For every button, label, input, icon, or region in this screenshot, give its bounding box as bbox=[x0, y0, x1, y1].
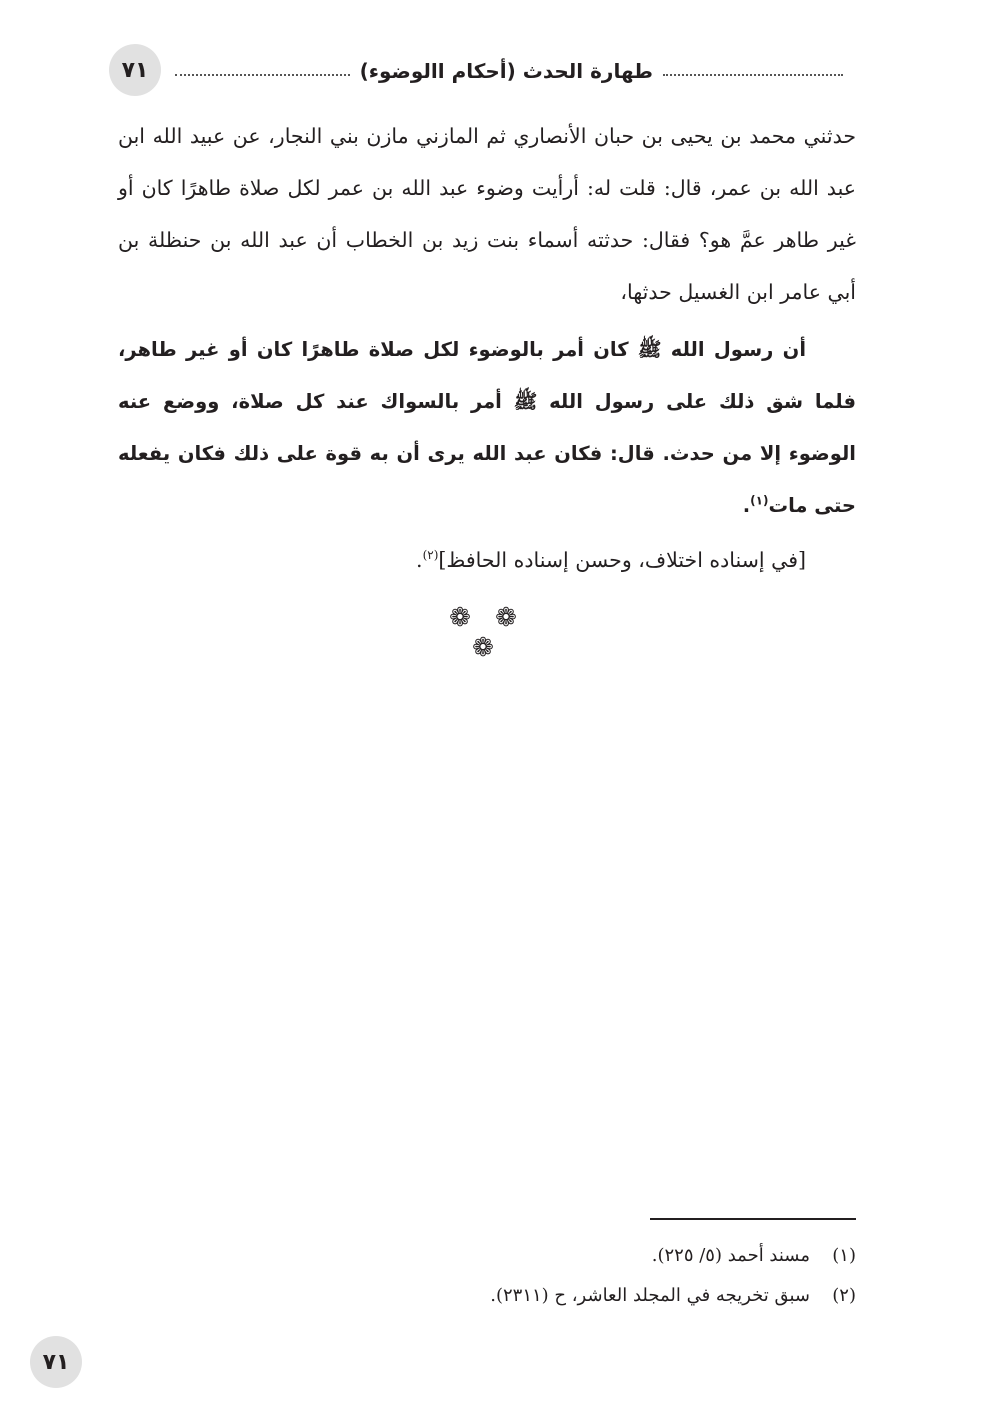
footnote-ref-1[interactable]: (١) bbox=[750, 493, 769, 508]
page-number-top-label: ٧١ bbox=[121, 57, 149, 83]
grading-note-text: [في إسناده اختلاف، وحسن إسناده الحافظ] bbox=[438, 548, 806, 572]
hadith-paragraph bbox=[118, 324, 856, 532]
footnote-ref-2[interactable]: (٢) bbox=[422, 548, 439, 563]
isnad-paragraph: حدثني محمد بن يحيى بن حبان الأنصاري ثم المازني مازن بني النجار، عن عبيد الله ابن عبد الله بن عمر، قال: قلت له: أرأيت وضوء عبد الله بن عمر لكل صلاة طاهرًا كان أو غير طاهر عمَّ هو؟ فقال: حدثته أسماء بنت زيد بن الخطاب أن عبد الله بن حنظلة بن أبي عامر ابن الغسيل حدثها، bbox=[118, 124, 856, 304]
grading-note bbox=[118, 534, 856, 586]
header-dotted-leader-left bbox=[175, 74, 350, 76]
footnote-number: (١) bbox=[832, 1245, 856, 1266]
section-divider-ornament: ❁ ❁ ❁ bbox=[449, 603, 525, 663]
footnote-text: مسند أحمد (٥/ ٢٢٥). bbox=[651, 1245, 810, 1266]
hadith-text: أن رسول الله ﷺ كان أمر بالوضوء لكل صلاة طاهرًا كان أو غير طاهر، فلما شق ذلك على رسول الله ﷺ أمر بالسواك عند كل صلاة، ووضع عنه الوضوء إلا من حدث. قال: فكان عبد الله يرى أن به قوة على ذلك فكان يفعله حتى مات bbox=[118, 338, 856, 517]
main-text bbox=[118, 110, 856, 586]
footnote-separator bbox=[650, 1218, 856, 1220]
footnote-item bbox=[300, 1276, 856, 1316]
header-dotted-leader-right bbox=[663, 74, 843, 76]
hadith-end: . bbox=[742, 494, 751, 517]
running-header bbox=[175, 56, 843, 86]
footnotes bbox=[300, 1236, 856, 1316]
page-number-bottom-label: ٧١ bbox=[42, 1349, 70, 1375]
page-number-top bbox=[109, 44, 161, 96]
page-number-bottom bbox=[30, 1336, 82, 1388]
footnote-text: سبق تخريجه في المجلد العاشر، ح (٢٣١١). bbox=[490, 1285, 810, 1306]
grading-note-end: . bbox=[416, 548, 423, 572]
footnote-item bbox=[300, 1236, 856, 1276]
footnote-number: (٢) bbox=[832, 1285, 856, 1306]
header-title: طهارة الحدث (أحكام االوضوء) bbox=[359, 59, 653, 83]
